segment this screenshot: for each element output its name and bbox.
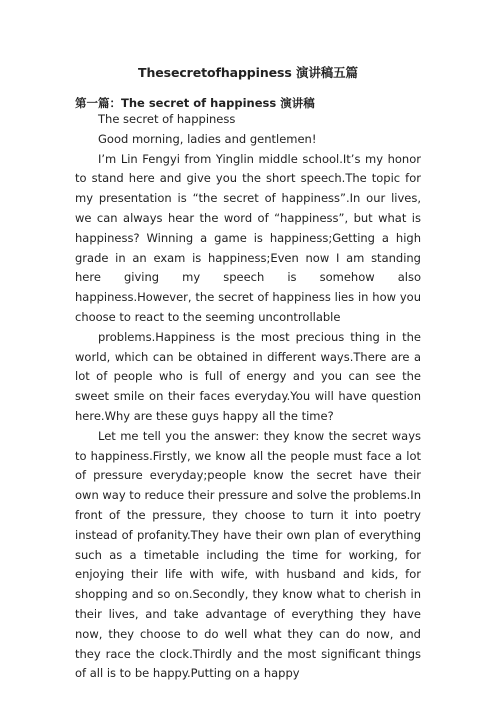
paragraph-introduction: I’m Lin Fengyi from Yinglin middle school.It’s my honor to stand here and give you the short speech.The topic for my presentation is “the secret of happiness”.In our lives, we can always hear the word of “happiness”, but what is happiness? Winning a game is happiness;Getting a high grade in an exam is happiness;Even now I am standing here giving my speech is somehow also happiness.However, the secret of happiness lies in how you choose to react to the seeming uncontrollable [75, 151, 421, 324]
paragraph-happiness-definition: problems.Happiness is the most precious thing in the world, which can be obtained in different ways.There are a lot of people who is full of energy and you can see the sweet smile on their faces everyday.You will have question here.Why are these guys happy all the time? [75, 329, 421, 423]
paragraph-speech-title: The secret of happiness [98, 112, 236, 126]
paragraph-greeting: Good morning, ladies and gentlemen! [98, 131, 317, 146]
document-body [75, 110, 421, 684]
document-title: Thesecretofhappiness 演讲稿五篇 [138, 65, 358, 80]
paragraph-secret-ways: Let me tell you the answer: they know the secret ways to happiness.Firstly, we know all the people must face a lot of pressure everyday;people know the secret have their own way to reduce their pressure and solve the problems.In front of the pressure, they choose to turn it into poetry instead of profanity.They have their own plan of everything such as a timetable including the time for working, for enjoying their life with wife, with husband and kids, for shopping and so on.Secondly, they know what to cherish in their lives, and take advantage of everything they have now, they choose to do well what they can do now, and they race the clock.Thirdly and the most significant things of all is to be happy.Putting on a happy [75, 428, 421, 681]
section-heading: 第一篇：The secret of happiness 演讲稿 [75, 96, 315, 110]
